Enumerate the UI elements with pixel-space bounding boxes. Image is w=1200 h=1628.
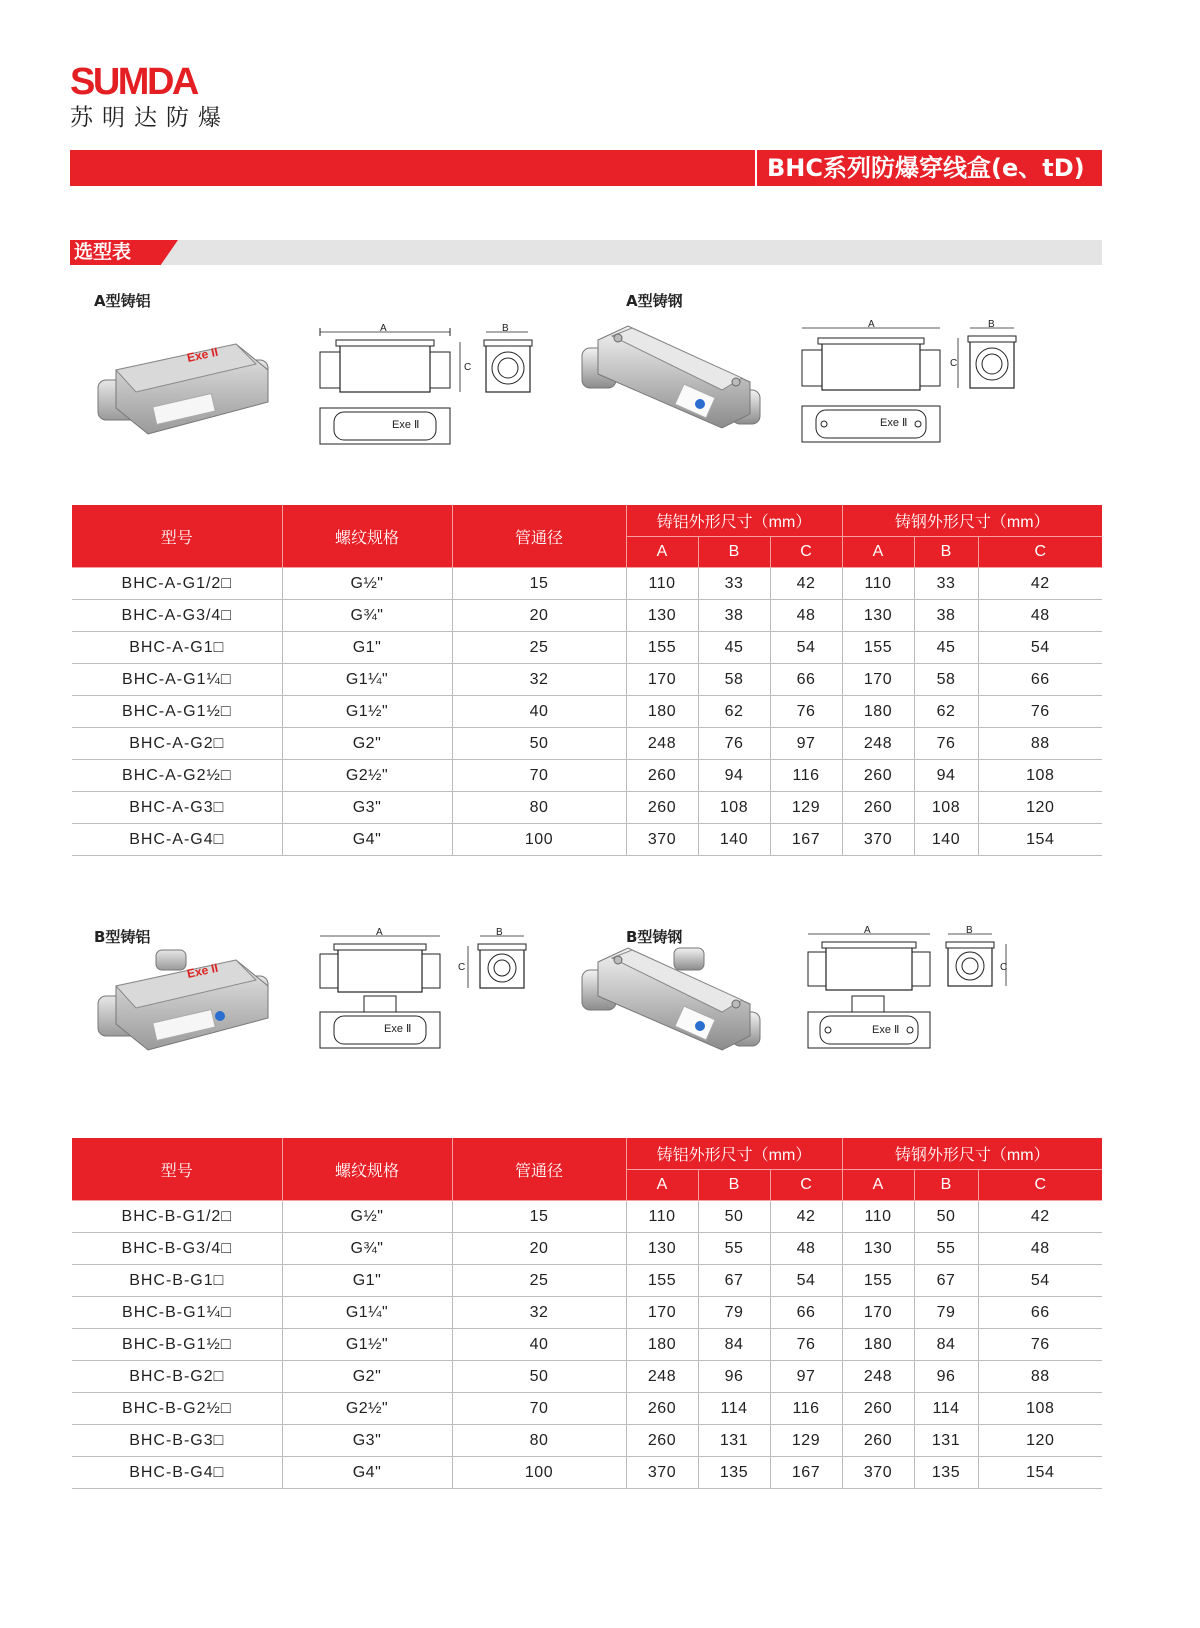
dim-label-b: B [966,925,973,936]
cell-steel-c: 154 [978,1457,1102,1489]
cell-alu-c: 66 [770,664,842,696]
cell-alu-b: 67 [698,1265,770,1297]
cell-alu-a: 155 [626,1265,698,1297]
cell-alu-b: 45 [698,632,770,664]
cell-alu-b: 108 [698,792,770,824]
cell-steel-c: 108 [978,760,1102,792]
cell-steel-c: 88 [978,728,1102,760]
cell-steel-b: 62 [914,696,978,728]
header-aluminum-dims: 铸铝外形尺寸（mm） [626,505,842,537]
cell-alu-a: 370 [626,824,698,856]
cell-steel-c: 42 [978,1201,1102,1233]
cell-steel-c: 120 [978,1425,1102,1457]
brand-logo [70,62,230,132]
drawing-a-aluminum-side [478,322,538,402]
cell-thread: G3" [282,1425,452,1457]
cell-conduit: 20 [452,600,626,632]
cell-model: BHC-B-G2□ [72,1361,282,1393]
cell-conduit: 80 [452,1425,626,1457]
header-steel-b: B [914,537,978,568]
dim-label-a: A [868,319,875,330]
logo-wordmark: SUMDA [70,61,197,103]
header-alu-b: B [698,1170,770,1201]
section-header [70,240,1102,265]
drawing-b-steel-top [806,996,936,1052]
cell-model: BHC-A-G2½□ [72,760,282,792]
cell-alu-a: 248 [626,728,698,760]
header-steel-a: A [842,537,914,568]
spec-table-b [72,1138,1102,1489]
section-title: 选型表 [74,241,132,263]
logo-chinese-name: 苏明达防爆 [70,105,230,131]
dim-label-c: C [950,358,958,369]
cell-alu-a: 260 [626,1393,698,1425]
cell-steel-a: 370 [842,1457,914,1489]
cell-steel-a: 260 [842,1393,914,1425]
cell-model: BHC-A-G1/2□ [72,568,282,600]
cell-alu-b: 96 [698,1361,770,1393]
cell-steel-b: 58 [914,664,978,696]
cell-steel-b: 38 [914,600,978,632]
cell-alu-a: 260 [626,1425,698,1457]
cell-thread: G¾" [282,1233,452,1265]
dim-label-b: B [496,927,503,938]
cell-model: BHC-A-G3/4□ [72,600,282,632]
header-steel-b: B [914,1170,978,1201]
cell-steel-c: 48 [978,1233,1102,1265]
product-image-b-aluminum [96,946,276,1056]
cell-conduit: 32 [452,664,626,696]
cell-alu-a: 260 [626,792,698,824]
cell-thread: G¾" [282,600,452,632]
header-thread: 螺纹规格 [282,505,452,568]
header-alu-c: C [770,1170,842,1201]
cell-steel-a: 170 [842,664,914,696]
cell-alu-c: 167 [770,1457,842,1489]
cell-steel-c: 66 [978,1297,1102,1329]
header-steel-dims: 铸钢外形尺寸（mm） [842,505,1102,537]
cell-steel-a: 260 [842,760,914,792]
drawing-a-steel-top [800,402,944,446]
cell-conduit: 40 [452,1329,626,1361]
cell-conduit: 15 [452,568,626,600]
cell-steel-a: 260 [842,792,914,824]
table-row [72,1393,1102,1425]
cell-steel-c: 66 [978,664,1102,696]
cell-model: BHC-A-G4□ [72,824,282,856]
dim-label-c: C [458,962,466,973]
spec-table-b-body [72,1201,1102,1489]
cell-model: BHC-B-G1□ [72,1265,282,1297]
drawing-a-aluminum-top [318,404,458,448]
cell-model: BHC-B-G1¼□ [72,1297,282,1329]
caption-a-steel: A型铸钢 [626,292,683,310]
cell-alu-a: 260 [626,760,698,792]
cell-steel-a: 180 [842,696,914,728]
cell-alu-a: 130 [626,600,698,632]
exe-marking: Exe Ⅱ [880,417,908,429]
dim-label-b: B [502,323,509,334]
cell-alu-b: 62 [698,696,770,728]
cell-conduit: 70 [452,760,626,792]
cell-thread: G1" [282,1265,452,1297]
dim-label-c: C [464,362,472,373]
cell-conduit: 20 [452,1233,626,1265]
cell-steel-a: 130 [842,600,914,632]
cell-conduit: 100 [452,1457,626,1489]
cell-thread: G½" [282,568,452,600]
cell-steel-b: 76 [914,728,978,760]
cell-conduit: 80 [452,792,626,824]
cell-steel-b: 96 [914,1361,978,1393]
cell-alu-c: 48 [770,600,842,632]
exe-marking: Exe Ⅱ [384,1023,412,1035]
cell-alu-c: 129 [770,792,842,824]
cell-alu-c: 54 [770,1265,842,1297]
header-alu-a: A [626,1170,698,1201]
cell-thread: G4" [282,824,452,856]
cell-thread: G1¼" [282,1297,452,1329]
cell-conduit: 32 [452,1297,626,1329]
cell-model: BHC-A-G3□ [72,792,282,824]
cell-model: BHC-B-G3□ [72,1425,282,1457]
cell-alu-c: 76 [770,1329,842,1361]
cell-alu-a: 170 [626,1297,698,1329]
table-row [72,1361,1102,1393]
product-image-a-steel [582,318,762,438]
header-model: 型号 [72,1138,282,1201]
cell-conduit: 100 [452,824,626,856]
table-row [72,1457,1102,1489]
cell-steel-c: 76 [978,1329,1102,1361]
table-row [72,728,1102,760]
cell-alu-c: 42 [770,1201,842,1233]
cell-alu-c: 66 [770,1297,842,1329]
cell-conduit: 40 [452,696,626,728]
dim-label-c: C [1000,962,1008,973]
cell-alu-b: 58 [698,664,770,696]
table-row [72,1297,1102,1329]
cell-steel-a: 155 [842,1265,914,1297]
exe-marking: Exe Ⅱ [392,419,420,431]
cell-model: BHC-B-G1/2□ [72,1201,282,1233]
cell-conduit: 50 [452,1361,626,1393]
cell-steel-a: 130 [842,1233,914,1265]
cell-conduit: 70 [452,1393,626,1425]
cell-alu-b: 33 [698,568,770,600]
cell-model: BHC-B-G2½□ [72,1393,282,1425]
cell-model: BHC-B-G4□ [72,1457,282,1489]
table-row [72,568,1102,600]
cell-steel-b: 50 [914,1201,978,1233]
cell-steel-c: 154 [978,824,1102,856]
cell-alu-c: 54 [770,632,842,664]
cell-alu-a: 110 [626,1201,698,1233]
drawing-a-steel-side [948,318,1024,398]
header-steel-c: C [978,1170,1102,1201]
cell-steel-c: 54 [978,1265,1102,1297]
cell-steel-b: 67 [914,1265,978,1297]
dim-label-a: A [376,927,383,938]
svg-text:Exe II: Exe II [185,960,220,981]
header-thread: 螺纹规格 [282,1138,452,1201]
header-alu-b: B [698,537,770,568]
caption-b-steel: B型铸钢 [626,928,683,946]
exe-marking: Exe Ⅱ [872,1024,900,1036]
cell-alu-b: 79 [698,1297,770,1329]
drawing-b-aluminum-front [318,928,468,998]
table-row [72,760,1102,792]
table-row [72,1233,1102,1265]
cell-thread: G1¼" [282,664,452,696]
cell-steel-c: 88 [978,1361,1102,1393]
caption-b-aluminum: B型铸铝 [94,928,151,946]
header-aluminum-dims: 铸铝外形尺寸（mm） [626,1138,842,1170]
drawing-b-aluminum-top [318,996,448,1052]
cell-alu-b: 131 [698,1425,770,1457]
table-row [72,696,1102,728]
cell-steel-c: 120 [978,792,1102,824]
cell-alu-b: 140 [698,824,770,856]
dim-label-b: B [988,319,995,330]
cell-alu-c: 167 [770,824,842,856]
cell-conduit: 25 [452,1265,626,1297]
cell-steel-c: 76 [978,696,1102,728]
cell-conduit: 15 [452,1201,626,1233]
product-image-b-steel [582,940,762,1060]
cell-model: BHC-A-G2□ [72,728,282,760]
cell-alu-c: 97 [770,728,842,760]
header-alu-a: A [626,537,698,568]
cell-steel-a: 370 [842,824,914,856]
header-model: 型号 [72,505,282,568]
table-row [72,824,1102,856]
table-row [72,792,1102,824]
cell-alu-a: 170 [626,664,698,696]
cell-thread: G4" [282,1457,452,1489]
cell-alu-c: 116 [770,760,842,792]
cell-alu-a: 370 [626,1457,698,1489]
cell-steel-c: 42 [978,568,1102,600]
cell-model: BHC-B-G1½□ [72,1329,282,1361]
cell-alu-b: 38 [698,600,770,632]
cell-thread: G1½" [282,1329,452,1361]
cell-steel-a: 248 [842,1361,914,1393]
caption-a-aluminum: A型铸铝 [94,292,151,310]
table-row [72,1329,1102,1361]
header-conduit: 管通径 [452,505,626,568]
header-alu-c: C [770,537,842,568]
cell-steel-a: 170 [842,1297,914,1329]
cell-steel-b: 94 [914,760,978,792]
table-row [72,1201,1102,1233]
cell-steel-b: 108 [914,792,978,824]
cell-thread: G2" [282,728,452,760]
spec-table-a [72,505,1102,856]
cell-alu-c: 116 [770,1393,842,1425]
cell-steel-b: 55 [914,1233,978,1265]
cell-model: BHC-A-G1□ [72,632,282,664]
cell-steel-b: 131 [914,1425,978,1457]
cell-alu-b: 94 [698,760,770,792]
page-title: BHC系列防爆穿线盒(e、tD) [755,150,1102,186]
cell-steel-c: 108 [978,1393,1102,1425]
title-banner [70,150,1102,186]
drawing-b-steel-side [944,926,1018,996]
cell-alu-a: 110 [626,568,698,600]
cell-model: BHC-A-G1¼□ [72,664,282,696]
cell-alu-b: 55 [698,1233,770,1265]
cell-model: BHC-B-G3/4□ [72,1233,282,1265]
cell-alu-a: 248 [626,1361,698,1393]
cell-alu-c: 97 [770,1361,842,1393]
cell-alu-a: 180 [626,1329,698,1361]
cell-alu-b: 50 [698,1201,770,1233]
cell-thread: G½" [282,1201,452,1233]
cell-thread: G2" [282,1361,452,1393]
cell-steel-c: 54 [978,632,1102,664]
cell-thread: G2½" [282,1393,452,1425]
drawing-a-steel-front [800,318,950,398]
cell-alu-b: 135 [698,1457,770,1489]
cell-steel-b: 114 [914,1393,978,1425]
cell-steel-b: 45 [914,632,978,664]
cell-steel-b: 140 [914,824,978,856]
cell-alu-c: 76 [770,696,842,728]
svg-text:Exe II: Exe II [185,344,220,365]
header-steel-a: A [842,1170,914,1201]
table-row [72,664,1102,696]
table-row [72,600,1102,632]
cell-steel-a: 180 [842,1329,914,1361]
table-row [72,1425,1102,1457]
header-steel-c: C [978,537,1102,568]
cell-steel-b: 84 [914,1329,978,1361]
cell-steel-a: 110 [842,568,914,600]
cell-steel-a: 260 [842,1425,914,1457]
table-row [72,632,1102,664]
drawing-a-aluminum-front [318,322,472,402]
table-row [72,1265,1102,1297]
dim-label-a: A [864,925,871,936]
cell-steel-b: 33 [914,568,978,600]
drawing-b-steel-front [806,926,936,996]
cell-thread: G1" [282,632,452,664]
spec-table-a-body [72,568,1102,856]
drawing-b-aluminum-side [458,927,534,998]
cell-alu-c: 48 [770,1233,842,1265]
cell-conduit: 50 [452,728,626,760]
cell-thread: G1½" [282,696,452,728]
cell-alu-a: 180 [626,696,698,728]
cell-steel-a: 110 [842,1201,914,1233]
cell-alu-c: 129 [770,1425,842,1457]
cell-steel-b: 79 [914,1297,978,1329]
cell-alu-b: 76 [698,728,770,760]
cell-alu-b: 84 [698,1329,770,1361]
cell-steel-b: 135 [914,1457,978,1489]
dim-label-a: A [380,323,387,334]
cell-steel-a: 155 [842,632,914,664]
cell-steel-c: 48 [978,600,1102,632]
cell-thread: G3" [282,792,452,824]
cell-thread: G2½" [282,760,452,792]
cell-alu-b: 114 [698,1393,770,1425]
cell-conduit: 25 [452,632,626,664]
header-steel-dims: 铸钢外形尺寸（mm） [842,1138,1102,1170]
cell-model: BHC-A-G1½□ [72,696,282,728]
cell-alu-a: 155 [626,632,698,664]
header-conduit: 管通径 [452,1138,626,1201]
product-image-a-aluminum [96,330,276,440]
cell-steel-a: 248 [842,728,914,760]
cell-alu-a: 130 [626,1233,698,1265]
cell-alu-c: 42 [770,568,842,600]
